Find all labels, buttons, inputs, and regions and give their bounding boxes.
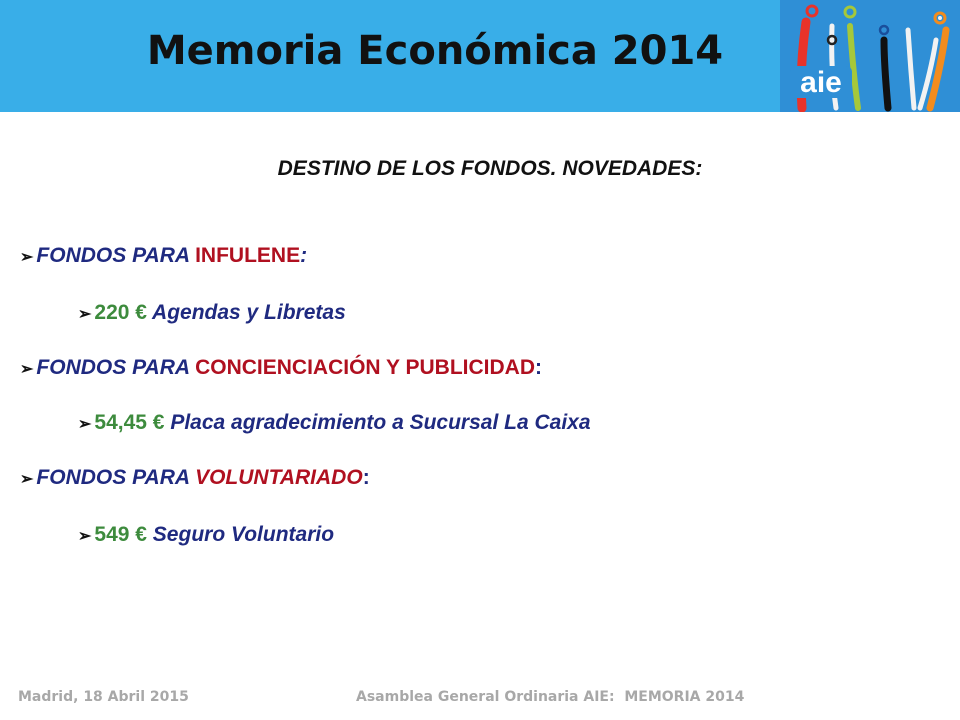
arrow-bullet-icon: ➢ — [78, 416, 92, 433]
aie-logo-icon — [780, 0, 960, 112]
arrow-bullet-icon: ➢ — [20, 471, 34, 488]
arrow-bullet-icon: ➢ — [20, 249, 34, 266]
section-title: DESTINO DE LOS FONDOS. NOVEDADES: — [277, 157, 703, 180]
fund-line-seguro: ➢ 549 € Seguro Voluntario — [78, 523, 335, 546]
arrow-bullet-icon: ➢ — [78, 306, 92, 323]
aie-logo — [780, 0, 960, 112]
fund-category-concienciacion: ➢ FONDOS PARA CONCIENCIACIÓN Y PUBLICIDAD: — [20, 356, 542, 379]
footer-event: Asamblea General Ordinaria AIE: MEMORIA 2014 — [356, 689, 745, 705]
footer-date: Madrid, 18 Abril 2015 — [18, 689, 189, 705]
page-title: Memoria Económica 2014 — [146, 28, 724, 74]
fund-line-agendas: ➢ 220 € Agendas y Libretas — [78, 301, 346, 324]
fund-category-voluntariado: ➢ FONDOS PARA VOLUNTARIADO: — [20, 466, 370, 489]
svg-text:aie: aie — [800, 66, 842, 99]
fund-line-placa: ➢ 54,45 € Placa agradecimiento a Sucursal La Caixa — [78, 411, 591, 434]
fund-category-infulene: ➢ FONDOS PARA INFULENE: — [20, 244, 308, 267]
arrow-bullet-icon: ➢ — [20, 361, 34, 378]
arrow-bullet-icon: ➢ — [78, 528, 92, 545]
